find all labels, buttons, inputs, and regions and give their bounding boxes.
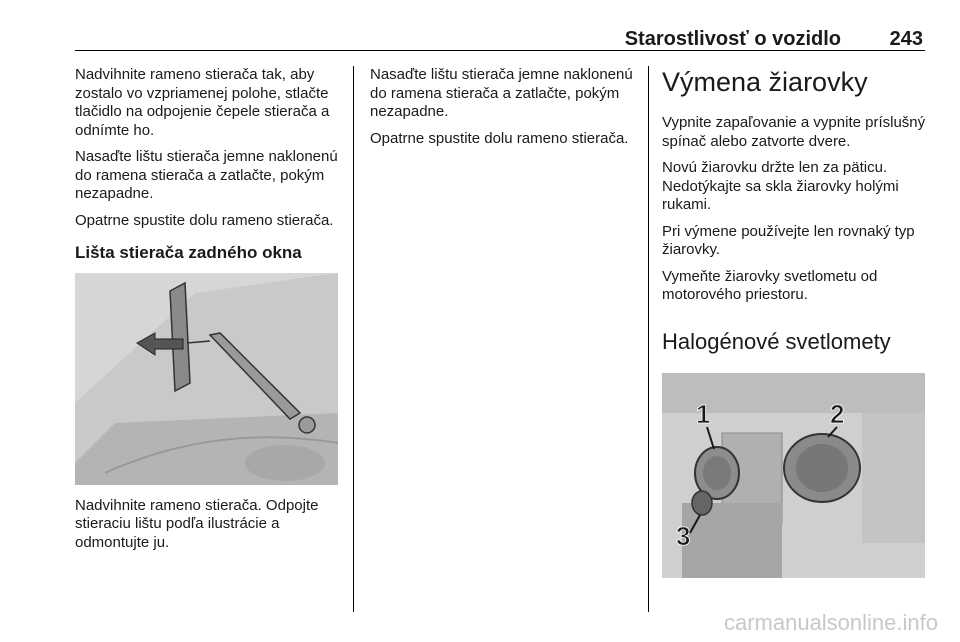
section-subheading: Halogénové svetlomety bbox=[662, 328, 891, 354]
column-1 bbox=[75, 66, 345, 560]
paragraph: Opatrne spustite dolu rameno stierača. bbox=[75, 211, 334, 229]
paragraph: Opatrne spustite dolu rameno stierača. bbox=[370, 129, 629, 147]
column-2 bbox=[370, 66, 640, 156]
page-number: 243 bbox=[889, 28, 923, 50]
section-heading: Výmena žiarovky bbox=[662, 67, 868, 97]
callout-3: 3 bbox=[676, 520, 691, 551]
rear-wiper-illustration bbox=[75, 273, 338, 485]
paragraph: Pri výmene používejte len rovnaký typ žiarovky. bbox=[662, 222, 915, 258]
paragraph: Novú žiarovku držte len za päticu. Nedotýkajte sa skla žiarovky holými rukami. bbox=[662, 159, 899, 213]
running-title: Starostlivosť o vozidlo bbox=[624, 28, 841, 50]
paragraph: Nasaďte lištu stierača jemne naklonenú do ramena stierača a zatlačte, pokým nezapadne. bbox=[75, 148, 338, 202]
column-divider-2 bbox=[648, 66, 649, 612]
callout-1: 1 bbox=[696, 398, 711, 429]
column-3 bbox=[662, 66, 927, 590]
paragraph: Vymeňte žiarovky svetlometu od motorového priestoru. bbox=[662, 267, 878, 303]
column-divider-1 bbox=[353, 66, 354, 612]
headlamp-illustration bbox=[662, 373, 925, 578]
paragraph: Nasaďte lištu stierača jemne naklonenú do ramena stierača a zatlačte, pokým nezapadne. bbox=[370, 66, 633, 120]
header-rule bbox=[75, 50, 925, 51]
watermark: carmanualsonline.info bbox=[723, 610, 938, 635]
paragraph: Vypnite zapaľovanie a vypnite príslušný spínač alebo zatvorte dvere. bbox=[662, 114, 926, 150]
paragraph: Nadvihnite rameno stierača tak, aby zostalo vo vzpriamenej polohe, stlačte tlačidlo na odpojenie čepele stierača a odnímte ho. bbox=[75, 66, 330, 139]
callout-2: 2 bbox=[830, 398, 845, 429]
page-header bbox=[75, 24, 925, 52]
paragraph: Nadvihnite rameno stierača. Odpojte stieraciu lištu podľa ilustrácie a odmontujte ju. bbox=[75, 496, 319, 551]
section-subheading: Lišta stierača zadného okna bbox=[75, 243, 302, 262]
